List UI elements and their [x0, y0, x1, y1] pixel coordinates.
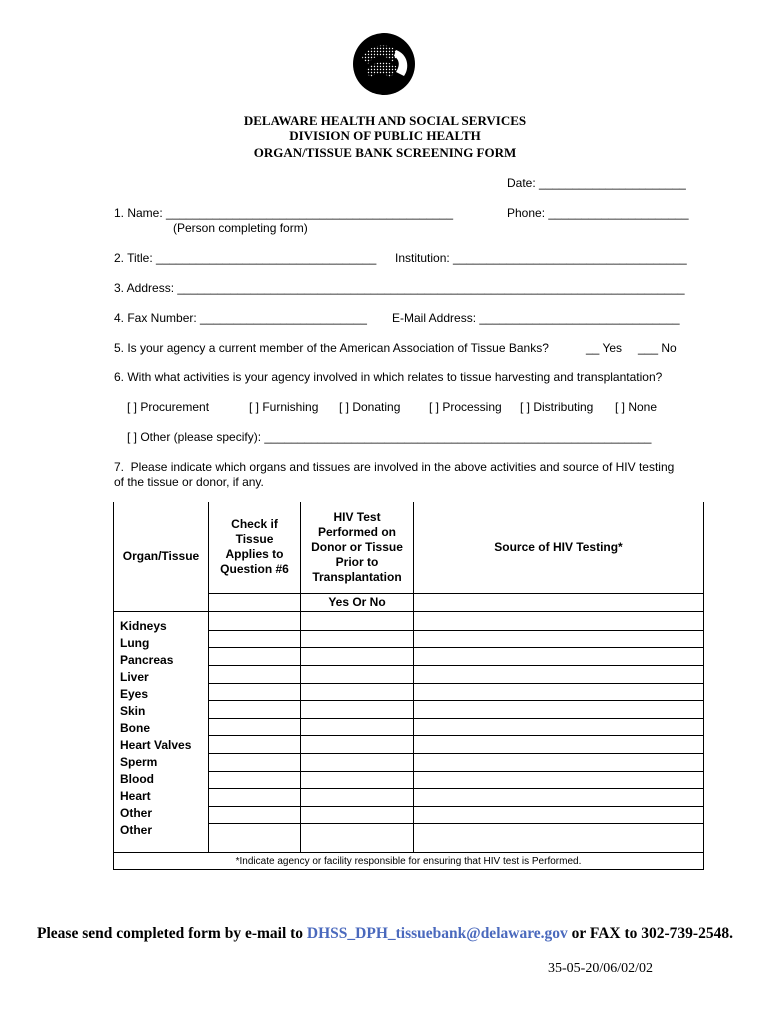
- table-cell[interactable]: [414, 789, 704, 807]
- question-7-line1: 7. Please indicate which organs and tissues are involved in the above activities and source of HIV testing: [114, 460, 675, 474]
- question-5: 5. Is your agency a current member of the American Association of Tissue Banks?: [114, 341, 549, 355]
- email-link[interactable]: DHSS_DPH_tissuebank@delaware.gov: [306, 925, 568, 942]
- q6-option-distributing[interactable]: [ ] Distributing: [520, 400, 594, 414]
- organ-skin: Skin: [120, 704, 146, 719]
- header-form-title: ORGAN/TISSUE BANK SCREENING FORM: [253, 145, 517, 160]
- table-cell[interactable]: [209, 824, 301, 853]
- address-field[interactable]: 3. Address: ____________________________________________________________________________: [114, 281, 685, 295]
- organ-heart-valves: Heart Valves: [120, 738, 192, 753]
- table-cell[interactable]: [209, 806, 301, 824]
- col-check-header: [209, 502, 301, 593]
- table-footnote: *Indicate agency or facility responsible for ensuring that HIV test is Performed.: [114, 853, 704, 870]
- organ-list: [114, 612, 209, 853]
- table-row: [114, 612, 704, 631]
- send-prefix: Please send completed form by e-mail to: [37, 925, 307, 942]
- send-suffix: or FAX to 302-739-2548.: [567, 925, 733, 942]
- organ-sperm: Sperm: [120, 755, 158, 770]
- table-cell[interactable]: [209, 771, 301, 789]
- organ-lung: Lung: [120, 636, 150, 651]
- send-instructions: [0, 925, 770, 943]
- col-organ-tissue-header: Organ/Tissue: [114, 502, 209, 612]
- table-cell[interactable]: [209, 736, 301, 754]
- table-cell[interactable]: [414, 630, 704, 648]
- question-6: 6. With what activities is your agency involved in which relates to tissue harvesting and transplantation?: [114, 370, 663, 384]
- header-division: DIVISION OF PUBLIC HEALTH: [289, 128, 481, 143]
- table-cell[interactable]: [209, 718, 301, 736]
- col-check-header-line: Applies to: [225, 547, 284, 562]
- organ-heart: Heart: [120, 789, 151, 804]
- email-field[interactable]: E-Mail Address: ______________________________: [392, 311, 680, 325]
- table-cell[interactable]: [301, 612, 414, 631]
- organ-kidneys: Kidneys: [120, 619, 167, 634]
- table-cell[interactable]: [414, 718, 704, 736]
- form-code: 35-05-20/06/02/02: [548, 961, 653, 976]
- q6-option-furnishing[interactable]: [ ] Furnishing: [249, 400, 319, 414]
- header-agency: DELAWARE HEALTH AND SOCIAL SERVICES: [243, 113, 527, 128]
- col-hiv-header-line: Transplantation: [312, 569, 402, 584]
- table-cell[interactable]: [301, 666, 414, 684]
- table-cell[interactable]: [414, 683, 704, 701]
- table-cell[interactable]: [414, 806, 704, 824]
- table-cell[interactable]: [301, 806, 414, 824]
- table-cell[interactable]: [209, 648, 301, 666]
- q6-option-other[interactable]: [ ] Other (please specify): __________________________________________________________: [127, 430, 652, 444]
- col-check-header-line: Check if: [231, 517, 278, 532]
- table-cell[interactable]: [209, 683, 301, 701]
- delaware-logo: [352, 32, 416, 96]
- table-cell[interactable]: [301, 789, 414, 807]
- col-hiv-header-line: HIV Test: [333, 509, 381, 524]
- col-check-header-line: Question #6: [220, 562, 289, 577]
- fax-field[interactable]: 4. Fax Number: _________________________: [114, 311, 367, 325]
- table-cell[interactable]: [209, 630, 301, 648]
- phone-field[interactable]: Phone: _____________________: [507, 206, 689, 220]
- table-cell[interactable]: [414, 754, 704, 772]
- table-cell[interactable]: [209, 612, 301, 631]
- q6-option-procurement[interactable]: [ ] Procurement: [127, 400, 210, 414]
- table-cell[interactable]: [414, 771, 704, 789]
- title-field[interactable]: 2. Title: _________________________________: [114, 251, 377, 265]
- name-hint: (Person completing form): [173, 221, 308, 235]
- table-cell[interactable]: [209, 666, 301, 684]
- table-cell[interactable]: [414, 612, 704, 631]
- date-field[interactable]: Date: ______________________: [507, 176, 686, 190]
- table-cell[interactable]: [301, 701, 414, 719]
- question-7-line2: of the tissue or donor, if any.: [114, 475, 264, 489]
- q5-yes-option[interactable]: __ Yes: [586, 341, 623, 355]
- table-header-row: [114, 502, 704, 593]
- table-cell[interactable]: [209, 789, 301, 807]
- table-cell[interactable]: [301, 648, 414, 666]
- name-field[interactable]: 1. Name: ___________________________________________: [114, 206, 453, 220]
- table-cell[interactable]: [209, 593, 301, 612]
- table-footnote-row: [114, 853, 704, 870]
- organ-other-1: Other: [120, 806, 153, 821]
- table-cell[interactable]: [414, 824, 704, 853]
- organ-eyes: Eyes: [120, 687, 149, 702]
- institution-field[interactable]: Institution: ___________________________________: [395, 251, 687, 265]
- table-cell[interactable]: [209, 701, 301, 719]
- organ-tissue-table: [113, 502, 704, 870]
- col-hiv-header-line: Donor or Tissue: [311, 539, 403, 554]
- organ-pancreas: Pancreas: [120, 653, 174, 668]
- col-hiv-header-line: Prior to: [335, 554, 379, 569]
- table-cell[interactable]: [301, 754, 414, 772]
- q6-option-processing[interactable]: [ ] Processing: [429, 400, 502, 414]
- col-hiv-test-header: [301, 502, 414, 593]
- organ-bone: Bone: [120, 721, 150, 736]
- table-cell[interactable]: [414, 648, 704, 666]
- q5-no-option[interactable]: ___ No: [638, 341, 677, 355]
- table-cell[interactable]: [301, 824, 414, 853]
- table-cell[interactable]: [209, 754, 301, 772]
- table-cell[interactable]: [414, 593, 704, 612]
- yes-or-no-label: Yes Or No: [301, 593, 414, 612]
- table-cell[interactable]: [301, 718, 414, 736]
- col-source-header: Source of HIV Testing*: [414, 502, 704, 593]
- table-cell[interactable]: [414, 701, 704, 719]
- table-cell[interactable]: [301, 683, 414, 701]
- organ-other-2: Other: [120, 823, 153, 838]
- organ-blood: Blood: [120, 772, 154, 787]
- table-cell[interactable]: [301, 630, 414, 648]
- table-cell[interactable]: [301, 771, 414, 789]
- table-cell[interactable]: [414, 736, 704, 754]
- table-cell[interactable]: [301, 736, 414, 754]
- col-check-header-line: Tissue: [235, 532, 274, 547]
- col-hiv-header-line: Performed on: [317, 524, 396, 539]
- table-cell[interactable]: [414, 666, 704, 684]
- q6-option-donating[interactable]: [ ] Donating: [339, 400, 401, 414]
- q6-option-none[interactable]: [ ] None: [615, 400, 658, 414]
- organ-liver: Liver: [120, 670, 149, 685]
